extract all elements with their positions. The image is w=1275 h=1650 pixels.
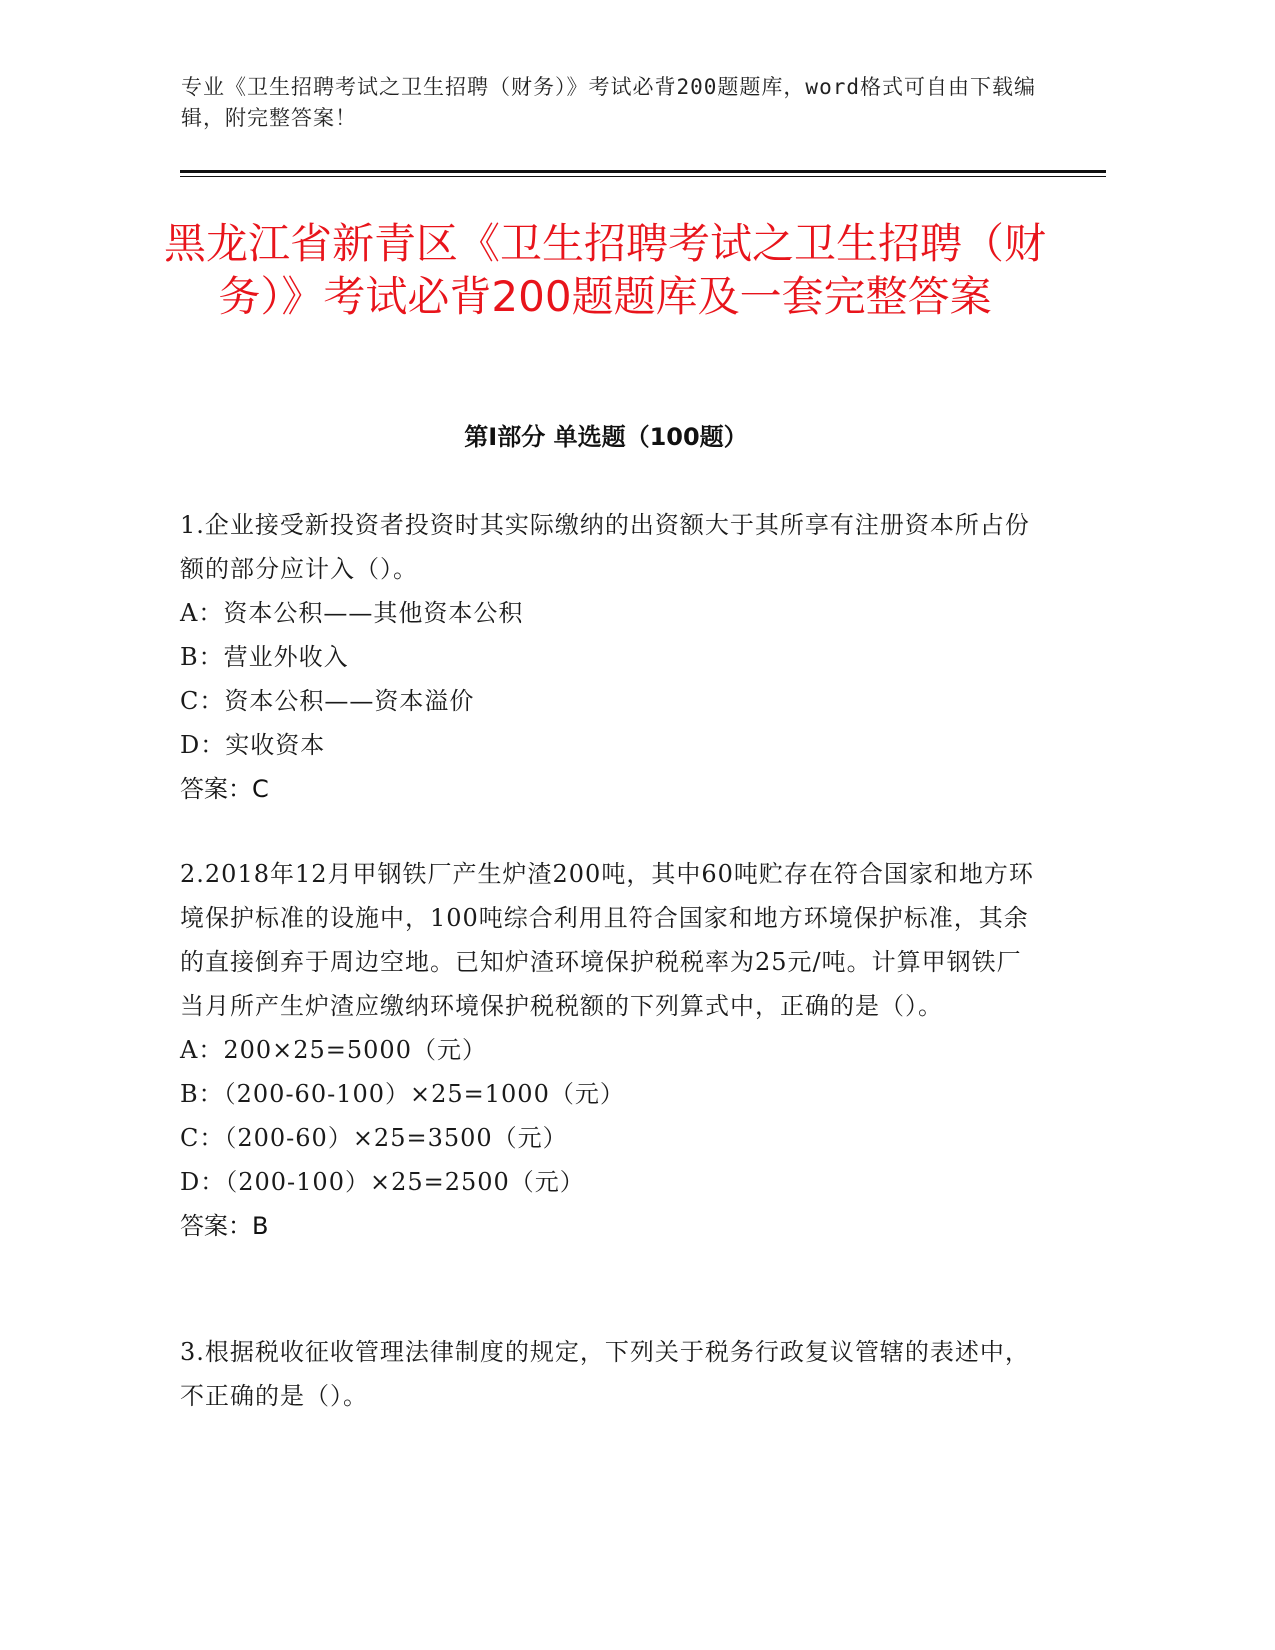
question-2-option-a: A：200×25=5000（元）	[180, 1036, 487, 1064]
question-2-answer: 答案：B	[180, 1212, 269, 1240]
header-divider-thin	[180, 176, 1106, 177]
question-1-option-d: D：实收资本	[180, 731, 326, 759]
question-3	[180, 1330, 1040, 1418]
question-2-option-c: C：（200-60）×25=3500（元）	[180, 1124, 568, 1152]
question-1-option-b: B：营业外收入	[180, 643, 349, 671]
question-3-text: 3.根据税收征收管理法律制度的规定，下列关于税务行政复议管辖的表述中，不正确的是（）。	[180, 1338, 1030, 1410]
question-2-option-b: B：（200-60-100）×25=1000（元）	[180, 1080, 625, 1108]
question-2-option-d: D：（200-100）×25=2500（元）	[180, 1168, 585, 1196]
header-note: 专业《卫生招聘考试之卫生招聘（财务）》考试必背200题题库，word格式可自由下载编辑，附完整答案！	[181, 75, 1036, 130]
question-1-text: 1.企业接受新投资者投资时其实际缴纳的出资额大于其所享有注册资本所占份额的部分应计入（）。	[180, 511, 1030, 583]
question-1-option-a: A：资本公积——其他资本公积	[180, 599, 524, 627]
question-1-answer: 答案：C	[180, 775, 269, 803]
question-1	[180, 503, 1040, 811]
question-2	[180, 852, 1040, 1248]
document-title: 黑龙江省新青区《卫生招聘考试之卫生招聘（财务）》考试必背200题题库及一套完整答案	[163, 219, 1046, 321]
header-divider-thick	[180, 170, 1106, 173]
question-1-option-c: C：资本公积——资本溢价	[180, 687, 475, 715]
section-heading: 第Ⅰ部分 单选题（100题）	[464, 423, 748, 451]
question-2-text: 2.2018年12月甲钢铁厂产生炉渣200吨，其中60吨贮存在符合国家和地方环境保护标准的设施中，100吨综合利用且符合国家和地方环境保护标准，其余的直接倒弃于周边空地。已知炉渣环境保护税税率为25元/吨。计算甲钢铁厂当月所产生炉渣应缴纳环境保护税税额的下列算式中，正确的是（）。	[180, 860, 1034, 1020]
